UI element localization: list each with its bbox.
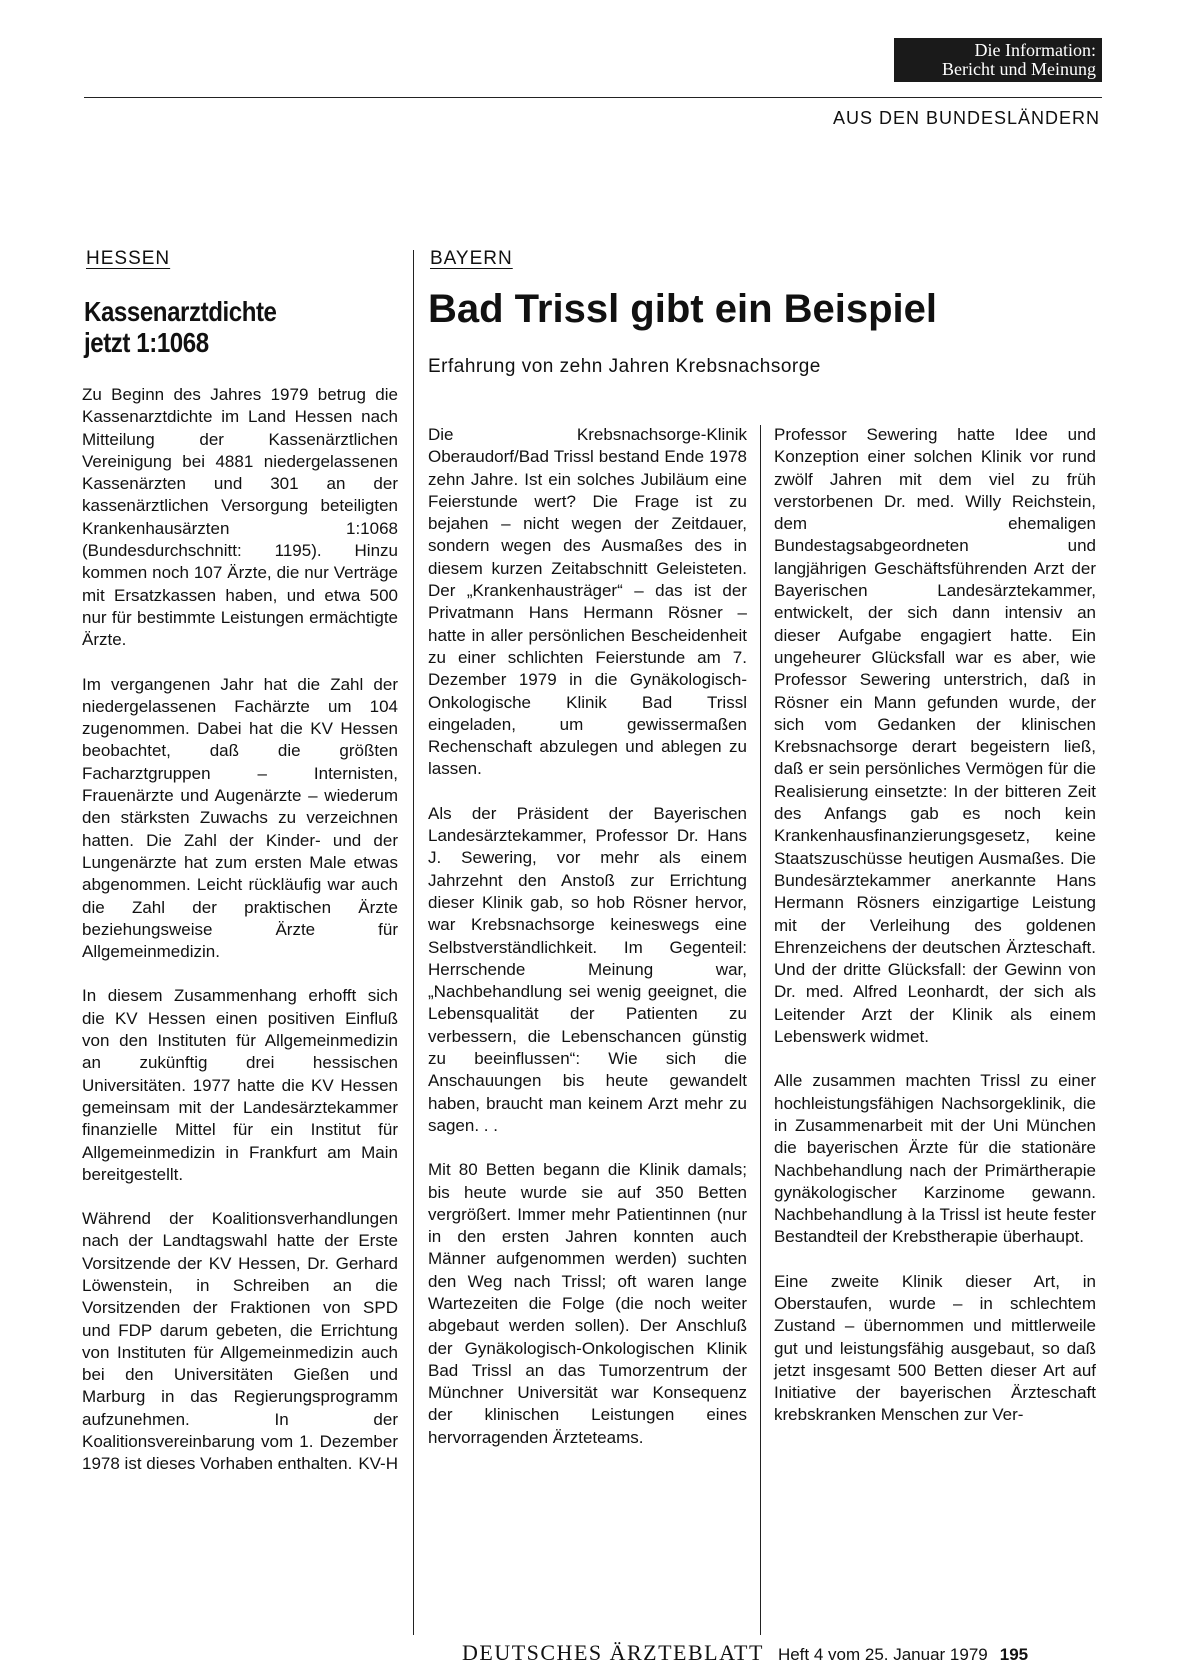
page-number: 195: [999, 1645, 1029, 1664]
column-divider-left: [413, 250, 414, 1635]
column-divider-right: [760, 425, 761, 1635]
left-paragraph: [82, 1208, 398, 1476]
main-subtitle: Erfahrung von zehn Jahren Krebsnachsorge: [428, 356, 821, 377]
section-badge: [894, 38, 1102, 82]
left-headline-line-2: jetzt 1:1068: [84, 327, 209, 358]
left-paragraph: In diesem Zusammenhang erhofft sich die KV Hessen einen positiven Einfluß von den Instituten für Allgemeinmedizin an zukünftig drei hessischen Universitäten. 1977 hatte die KV Hessen gemeinsam mit der Landesärztekammer finanzielle Mittel für ein Institut für Allgemeinmedizin in Frankfurt am Main bereitgestellt.: [82, 986, 398, 1184]
main-kicker: BAYERN: [430, 248, 513, 269]
main-paragraph: Professor Sewering hatte Idee und Konzeption einer solchen Klinik vor rund zwölf Jahren mit dem viel zu früh verstorbenen Dr. med. Willy Reichstein, dem ehemaligen Bundestagsabgeordneten und langjährigen Geschäftsführenden Arzt der Bayerischen Landesärztekammer, entwickelt, der sich dann intensiv an dieser Aufgabe engagiert hatte. Ein ungeheurer Glücksfall war es aber, wie Professor Sewering unterstrich, daß in Rösner ein Mann gefunden wurde, der sich vom Gedanken der klinischen Krebsnachsorge derart begeistern ließ, daß er sein persönliches Vermögen für die Realisierung einsetzte: In der bitteren Zeit des Anfangs gab es noch kein Krankenhausfinanzierungsgesetz, keine Staatszuschüsse heutigen Ausmaßes. Die Bundesärztekammer anerkannte Hans Hermann Rösners einzigartige Leistung mit der Verleihung des goldenen Ehrenzeichens der deutschen Ärzteschaft. Und der dritte Glücksfall: der Gewinn von Dr. med. Alfred Leonhardt, der sich als Leitender Arzt der Klinik als einem Lebenswerk widmet.: [774, 425, 1096, 1047]
left-paragraph-text: Während der Koalitionsverhandlungen nach der Landtagswahl hatte der Erste Vorsitzende der KV Hessen, Dr. Gerhard Löwenstein, in Schreiben an die Vorsitzenden der Fraktionen von SPD und FDP darum gebeten, die Errichtung von Instituten für Allgemeinmedizin auch bei den Universitäten Gießen und Marburg in das Regierungsprogramm aufzunehmen. In der Koalitionsvereinbarung vom 1. Dezember 1978 ist dieses Vorhaben enthalten.: [82, 1209, 398, 1474]
left-headline: [84, 296, 290, 358]
main-paragraph: Mit 80 Betten begann die Klinik damals; bis heute wurde sie auf 350 Betten vergrößert. Immer mehr Patientinnen (nur in den ersten Jahren konnten auch Männer aufgenommen werden) suchten den Weg nach Trissl; oft waren lange Wartezeiten die Folge (die noch weiter abgebaut werden sollen). Der Anschluß der Gynäkologisch-Onkologischen Klinik Bad Trissl an das Tumorzentrum der Münchner Universität war Konsequenz der klinischen Leistungen eines hervorragenden Ärzteteams.: [428, 1160, 747, 1447]
main-headline: Bad Trissl gibt ein Beispiel: [428, 287, 938, 331]
badge-line-1: Die Information:: [974, 40, 1096, 60]
section-header: AUS DEN BUNDESLÄNDERN: [832, 108, 1100, 128]
left-headline-line-1: Kassenarztdichte: [84, 296, 277, 327]
page-footer: [462, 1640, 1028, 1666]
main-paragraph: Die Krebsnachsorge-Klinik Oberaudorf/Bad Trissl bestand Ende 1978 zehn Jahre. Ist ein solches Jubiläum eine Feierstunde wert? Die Frage ist zu bejahen – nicht wegen der Zeitdauer, sondern wegen des Ausmaßes des in diesem kurzen Zeitabschnitt Geleisteten. Der „Krankenhausträger“ – das ist der Privatmann Hans Hermann Rösner – hatte in aller persönlichen Bescheidenheit zu einer schlichten Feierstunde am 7. Dezember 1979 in die Gynäkologisch-Onkologische Klinik Bad Trissl eingeladen, um gewissermaßen Rechenschaft abzulegen und ablegen zu lassen.: [428, 425, 747, 779]
main-article-column-2: [774, 424, 1096, 1449]
main-paragraph: Alle zusammen machten Trissl zu einer hochleistungsfähigen Nachsorgeklinik, die in Zusammenarbeit mit der Uni München die bayerischen Ärzte für die stationäre Nachbehandlung nach der Primärtherapie gynäkologischer Karzinome gewann. Nachbehandlung à la Trissl ist heute fester Bestandteil der Krebstherapie überhaupt.: [774, 1071, 1096, 1247]
left-paragraph: Zu Beginn des Jahres 1979 betrug die Kassenarztdichte im Land Hessen nach Mitteilung der Kassenärztlichen Vereinigung bei 4881 niedergelassenen Kassenärzten und 301 an der kassenärztlichen Versorgung beteiligten Krankenhausärzten 1:1068 (Bundesdurchschnitt: 1195). Hinzu kommen noch 107 Ärzte, die nur Verträge mit Ersatzkassen haben, und etwa 500 nur für bestimmte Leistungen ermächtigte Ärzte.: [82, 385, 398, 650]
left-article-body: [82, 384, 398, 1498]
header-rule: [84, 97, 1102, 98]
main-paragraph: Als der Präsident der Bayerischen Landesärztekammer, Professor Dr. Hans J. Sewering, vor mehr als einem Jahrzehnt den Anstoß zur Errichtung dieser Klinik gab, so hob Rösner hervor, war Krebsnachsorge keineswegs eine Selbstverständlichkeit. Im Gegenteil: Herrschende Meinung war, „Nachbehandlung sei wenig geeignet, die Lebensqualität der Patienten zu verbessern, die Lebenschancen günstig zu beeinflussen“: Wie sich die Anschauungen bis heute gewandelt haben, braucht man keinem Arzt mehr zu sagen. . .: [428, 803, 747, 1135]
main-paragraph: Eine zweite Klinik dieser Art, in Oberstaufen, wurde – in schlechtem Zustand – übernommen und mittlerweile gut und leistungsfähig ausgebaut, so daß jetzt insgesamt 500 Betten dieser Art auf Initiative der bayerischen Ärzteschaft krebskranken Menschen zur Ver-: [774, 1271, 1096, 1425]
badge-line-2: Bericht und Meinung: [942, 59, 1096, 79]
issue-info: Heft 4 vom 25. Januar 1979: [777, 1645, 988, 1664]
main-article-column-1: [428, 424, 747, 1471]
left-paragraph: Im vergangenen Jahr hat die Zahl der niedergelassenen Fachärzte um 104 zugenommen. Dabei hat die KV Hessen beobachtet, daß die größten Facharztgruppen – Internisten, Frauenärzte und Augenärzte – wiederum den stärksten Zuwachs zu verzeichnen hatten. Die Zahl der Kinder- und der Lungenärzte hat zum ersten Male etwas abgenommen. Leicht rückläufig war auch die Zahl der praktischen Ärzte beziehungsweise Ärzte für Allgemeinmedizin.: [82, 674, 398, 962]
journal-name: DEUTSCHES ÄRZTEBLATT: [462, 1640, 764, 1665]
left-kicker: HESSEN: [86, 248, 171, 269]
author-signature: KV-H: [358, 1454, 398, 1474]
